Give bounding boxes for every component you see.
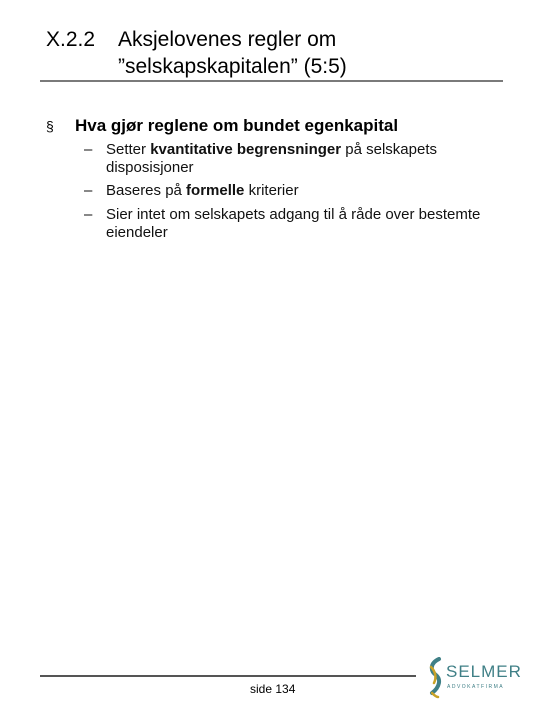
title-number: X.2.2 xyxy=(46,28,96,51)
title-divider xyxy=(40,80,503,82)
sub-item-text: Sier intet om selskapets adgang til å råde over bestemte eiendeler xyxy=(106,206,481,241)
sub-item-text: Setter kvantitative begrensninger på selskapets disposisjoner xyxy=(106,141,437,176)
dash-icon: – xyxy=(84,206,93,223)
logo-subtext: ADVOKATFIRMA xyxy=(447,684,505,690)
section-bullet-icon: § xyxy=(46,118,54,134)
dash-icon: – xyxy=(84,182,93,199)
sub-item-text: Baseres på formelle kriterier xyxy=(106,182,299,199)
page-number: side 134 xyxy=(250,682,296,696)
logo-text: SELMER xyxy=(446,662,522,681)
title-line-2: ”selskapskapitalen” (5:5) xyxy=(118,55,347,78)
logo-mark-icon xyxy=(426,657,444,699)
footer-divider xyxy=(40,675,416,677)
dash-icon: – xyxy=(84,141,93,158)
main-bullet: Hva gjør reglene om bundet egenkapital xyxy=(75,116,399,135)
selmer-logo xyxy=(426,657,522,699)
title-line-1: Aksjelovenes regler om xyxy=(118,28,337,51)
